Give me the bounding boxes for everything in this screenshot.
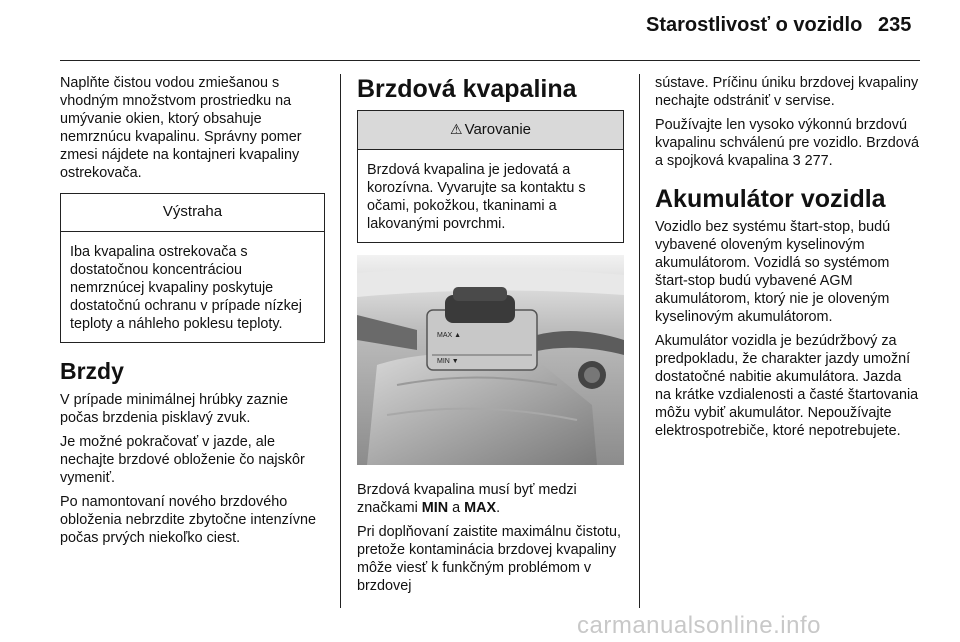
- brakes-paragraph-3: Po namontovaní nového brzdového obloženia nebrzdite zbytočne intenzívne počas prvých niekoľko ciest.: [60, 494, 317, 546]
- column-divider-left: [340, 74, 341, 608]
- watermark: carmanualsonline.info: [577, 612, 821, 639]
- column-middle: [357, 74, 624, 601]
- warning-text: Brzdová kvapalina je jedovatá a korozívna. Vyvarujte sa kontaktu s očami, pokožkou, tkaninami a lakovanými povrchmi.: [367, 162, 586, 232]
- page-reference-link[interactable]: 3 277.: [792, 153, 833, 169]
- min-marking-label: MIN ▼: [437, 358, 459, 365]
- washer-fluid-paragraph: Naplňte čistou vodou zmiešanou s vhodným množstvom prostriedku na umývanie okien, ktorý obsahuje nemrznúcu kvapalinu. Správny pomer zmesi nájdete na kontajneri kvapaliny ostrekovača.: [60, 75, 302, 181]
- notice-box: [60, 193, 325, 343]
- brake-fluid-reservoir-photo: [357, 255, 624, 465]
- level-text-start: Brzdová kvapalina musí byť medzi značkami: [357, 482, 577, 516]
- warning-title: Varovanie: [464, 121, 531, 138]
- page-number: 235: [878, 14, 912, 36]
- brake-fluid-level-paragraph: [357, 481, 624, 517]
- brake-fluid-heading: Brzdová kvapalina: [357, 75, 577, 103]
- warning-box: [357, 110, 624, 243]
- battery-type-paragraph: Vozidlo bez systému štart-stop, budú vybavené oloveným kyselinovým akumulátorom. Vozidlá so systémom štart-stop budú vybavené AGM akumulátorom, ktorý nie je oloveným kyselinovým akumulátorom.: [655, 219, 891, 325]
- vehicle-battery-heading: Akumulátor vozidla: [655, 185, 886, 213]
- brake-fluid-spec-paragraph: [655, 116, 920, 170]
- brakes-heading: Brzdy: [60, 358, 124, 384]
- level-text-mid: a: [448, 500, 465, 516]
- column-left: [60, 74, 325, 553]
- min-mark-text: MIN: [421, 500, 449, 516]
- level-text-end: .: [496, 500, 501, 516]
- max-marking-label: MAX ▲: [437, 332, 462, 339]
- spec-text: Používajte len vysoko výkonnú brzdovú kvapalinu schválenú pre vozidlo. Brzdová a spojková kvapalina: [655, 117, 919, 169]
- notice-title: Výstraha: [61, 194, 324, 232]
- refill-cleanliness-paragraph: Pri doplňovaní zaistite maximálnu čistotu, pretože kontaminácia brzdovej kvapaliny môže viesť k funkčným problémom v brzdovej: [357, 524, 621, 594]
- brakes-paragraph-2: Je možné pokračovať v jazde, ale nechajte brzdové obloženie čo najskôr vymeniť.: [60, 434, 305, 486]
- notice-text: Iba kvapalina ostrekovača s dostatočnou koncentráciou nemrznúcej kvapaliny poskytuje dostatočnú ochranu v prípade nízkej teploty a náhleho poklesu teploty.: [70, 244, 302, 332]
- max-mark-text: MAX: [464, 500, 497, 516]
- page-section-title: Starostlivosť o vozidlo: [646, 14, 863, 36]
- warning-icon: ⚠: [450, 121, 463, 137]
- brakes-paragraph-1: V prípade minimálnej hrúbky zaznie počas brzdenia pisklavý zvuk.: [60, 392, 288, 426]
- warning-header: [358, 111, 623, 150]
- header-divider: [60, 60, 920, 61]
- column-divider-right: [639, 74, 640, 608]
- leak-repair-paragraph: sústave. Príčinu úniku brzdovej kvapaliny nechajte odstrániť v servise.: [655, 75, 919, 109]
- column-right: [655, 74, 920, 446]
- battery-maintenance-paragraph: Akumulátor vozidla je bezúdržbový za predpokladu, že charakter jazdy umožní dostatočné nabitie akumulátora. Jazda na krátke vzdialenosti a časté štartovania môžu vybiť akumulátor. Nepoužívajte elektrospotrebiče, ktoré nepotrebujete.: [655, 333, 919, 439]
